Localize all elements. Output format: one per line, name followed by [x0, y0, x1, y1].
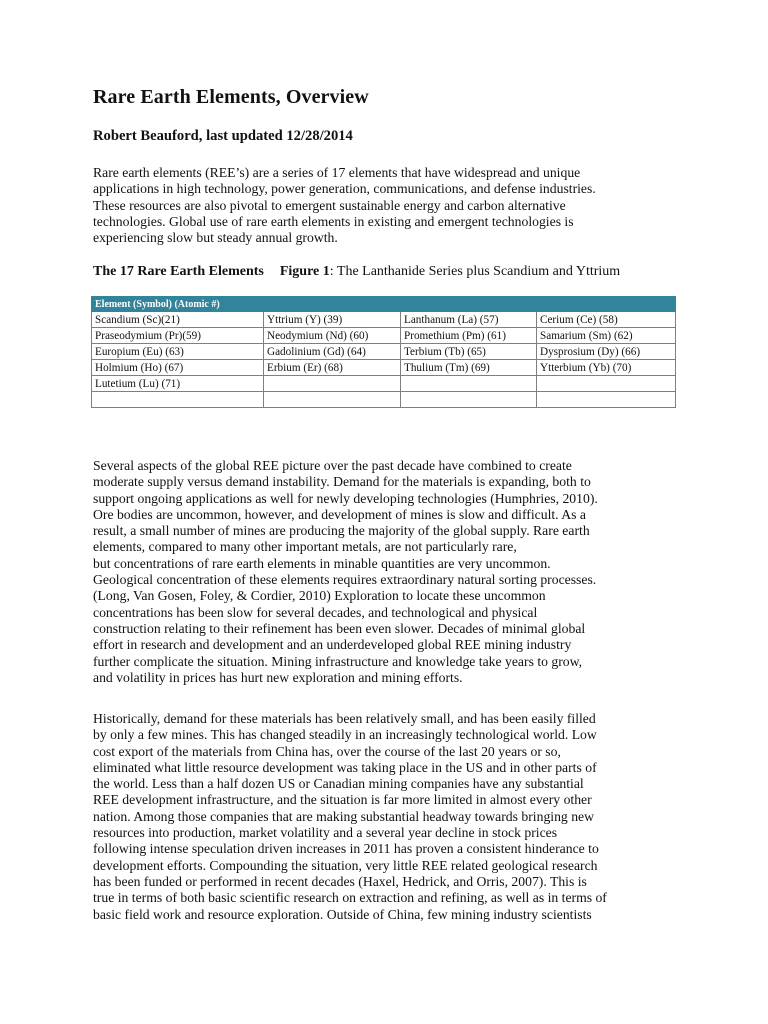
table-header-cell [537, 297, 676, 312]
text-line: by only a few mines. This has changed steadily in an increasingly technological world. Low [93, 727, 597, 743]
document-title: Rare Earth Elements, Overview [93, 86, 369, 108]
table-row [92, 344, 676, 360]
table-cell: Scandium (Sc)(21) [92, 312, 264, 328]
table-header-cell [264, 297, 401, 312]
table-cell: Yttrium (Y) (39) [264, 312, 401, 328]
text-line: but concentrations of rare earth elements in minable quantities are very uncommon. [93, 555, 551, 571]
text-line: applications in high technology, power generation, communications, and defense industries. [93, 181, 596, 197]
table-cell: Neodymium (Nd) (60) [264, 328, 401, 344]
figure-label: Figure 1 [279, 264, 330, 279]
text-line: eliminated what little resource development was taking place in the US and in other parts of [93, 759, 597, 775]
table-cell: Erbium (Er) (68) [264, 360, 401, 376]
text-line: experiencing slow but steady annual growth. [93, 230, 338, 246]
table-cell: Holmium (Ho) (67) [92, 360, 264, 376]
history-paragraph [93, 711, 713, 923]
figure-heading: The 17 Rare Earth Elements [93, 264, 264, 279]
table-cell: Samarium (Sm) (62) [537, 328, 676, 344]
text-line: Geological concentration of these elements requires extraordinary natural sorting processes. [93, 572, 597, 588]
text-line: concentrations has been slow for several decades, and technological and physical [93, 604, 538, 620]
table-header-row [92, 297, 676, 312]
table-cell: Ytterbium (Yb) (70) [537, 360, 676, 376]
figure-caption [93, 264, 620, 280]
table-cell: Praseodymium (Pr)(59) [92, 328, 264, 344]
table-row [92, 360, 676, 376]
table-cell [92, 392, 264, 408]
text-line: Historically, demand for these materials has been relatively small, and has been easily filled [93, 711, 596, 726]
text-line: construction relating to their refinement has been even slower. Decades of minimal global [93, 620, 586, 636]
text-line: These resources are also pivotal to emergent sustainable energy and carbon alternative [93, 197, 566, 213]
text-line: cost export of the materials from China has, over the course of the last 20 years or so, [93, 743, 561, 759]
text-line: moderate supply versus demand instability. Demand for the materials is expanding, both to [93, 474, 591, 490]
table-row [92, 312, 676, 328]
text-line: support ongoing applications as well for newly developing technologies (Humphries, 2010). [93, 490, 598, 506]
text-line: nation. Among those companies that are making substantial headway towards bringing new [93, 808, 595, 824]
table-cell: Gadolinium (Gd) (64) [264, 344, 401, 360]
table-cell: Europium (Eu) (63) [92, 344, 264, 360]
text-line: further complicate the situation. Mining infrastructure and knowledge take years to grow, [93, 653, 583, 669]
text-line: effort in research and development and an underdeveloped global REE mining industry [93, 637, 572, 653]
text-line: Rare earth elements (REE’s) are a series of 17 elements that have widespread and unique [93, 165, 581, 180]
text-line: and volatility in prices has hurt new exploration and mining efforts. [93, 669, 463, 685]
text-line: true in terms of both basic scientific research on extraction and refining, as well as in terms of [93, 890, 607, 906]
table-cell: Lanthanum (La) (57) [401, 312, 537, 328]
supply-demand-paragraph [93, 458, 713, 686]
text-line: Ore bodies are uncommon, however, and development of mines is slow and difficult. As a [93, 506, 586, 522]
table-cell: Promethium (Pm) (61) [401, 328, 537, 344]
table-cell: Thulium (Tm) (69) [401, 360, 537, 376]
text-line: basic field work and resource exploration. Outside of China, few mining industry scientists [93, 906, 592, 922]
table-cell [264, 376, 401, 392]
table-cell [401, 376, 537, 392]
table-cell: Dysprosium (Dy) (66) [537, 344, 676, 360]
text-line: the world. Less than a half dozen US or Canadian mining companies have any substantial [93, 776, 584, 792]
table-cell [537, 376, 676, 392]
table-row [92, 328, 676, 344]
text-line: elements, compared to many other important metals, are not particularly rare, [93, 539, 517, 555]
table-header-cell: Element (Symbol) (Atomic #) [92, 297, 264, 312]
table-cell [401, 392, 537, 408]
text-line: development efforts. Compounding the situation, very little REE related geological research [93, 857, 598, 873]
intro-paragraph [93, 165, 713, 246]
text-line: has been funded or performed in recent decades (Haxel, Hedrick, and Orris, 2007). This is [93, 873, 587, 889]
figure-caption-text: : The Lanthanide Series plus Scandium and Yttrium [329, 264, 621, 279]
table-row [92, 392, 676, 408]
text-line: (Long, Van Gosen, Foley, & Cordier, 2010) Exploration to locate these uncommon [93, 588, 546, 604]
text-line: result, a small number of mines are producing the majority of the global supply. Rare earth [93, 523, 590, 539]
table-cell: Terbium (Tb) (65) [401, 344, 537, 360]
table-cell: Cerium (Ce) (58) [537, 312, 676, 328]
table-row [92, 376, 676, 392]
table-cell [264, 392, 401, 408]
text-line: technologies. Global use of rare earth elements in existing and emergent technologies is [93, 213, 574, 229]
rare-earth-elements-table [91, 296, 676, 408]
text-line: following intense speculation driven increases in 2011 has proven a consistent hinderance to [93, 841, 599, 857]
text-line: Several aspects of the global REE picture over the past decade have combined to create [93, 458, 572, 473]
author-line: Robert Beauford, last updated 12/28/2014 [93, 128, 353, 144]
table-cell: Lutetium (Lu) (71) [92, 376, 264, 392]
table-header-cell [401, 297, 537, 312]
table-cell [537, 392, 676, 408]
text-line: REE development infrastructure, and the situation is far more limited in almost every other [93, 792, 592, 808]
text-line: resources into production, market volatility and a several year decline in stock prices [93, 825, 558, 841]
